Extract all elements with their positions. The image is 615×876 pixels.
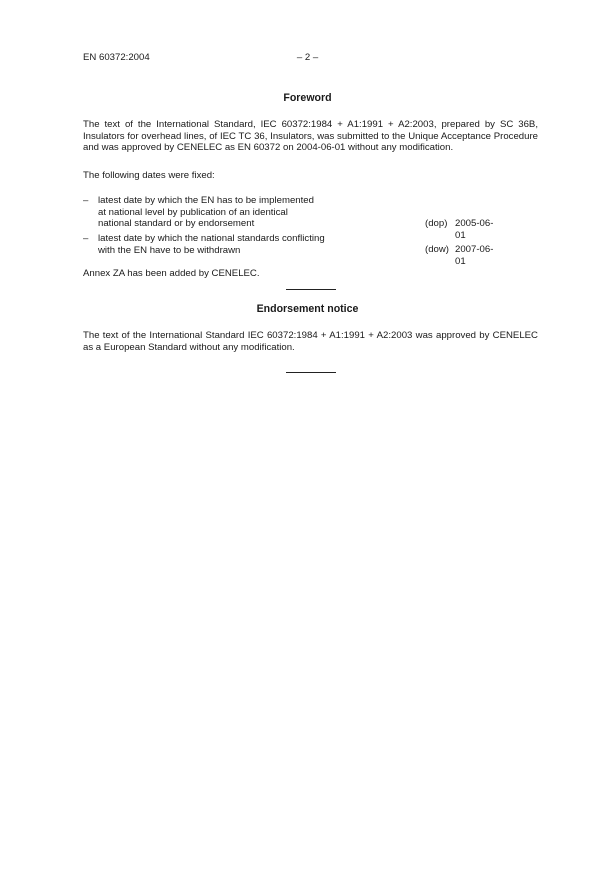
date-item-line: with the EN have to be withdrawn <box>98 244 241 256</box>
list-dash: – <box>83 233 89 244</box>
foreword-title: Foreword <box>283 92 332 104</box>
dates-intro: The following dates were fixed: <box>83 170 215 181</box>
annex-note: Annex ZA has been added by CENELEC. <box>83 268 260 279</box>
endorsement-title: Endorsement notice <box>256 303 359 315</box>
date-item-line: national standard or by endorsement <box>98 218 255 230</box>
date-value: 2005-06-01 <box>455 218 494 241</box>
section-divider <box>286 289 336 290</box>
date-code: (dow) <box>425 244 449 255</box>
date-code: (dop) <box>425 218 448 229</box>
date-item-line: latest date by which the EN has to be implemented <box>98 195 314 206</box>
foreword-intro: The text of the International Standard, IEC 60372:1984 + A1:1991 + A2:2003, prepared by SC 36B, Insulators for overhead lines, of IEC TC 36, Insulators, was submitted to the Unique Acceptance Procedure and was approved by CENELEC as EN 60372 on 2004-06-01 without any modification. <box>83 119 538 154</box>
list-dash: – <box>83 195 89 206</box>
date-item-text <box>98 233 358 256</box>
date-value: 2007-06-01 <box>455 244 494 267</box>
document-id: EN 60372:2004 <box>83 52 150 63</box>
date-item-line: latest date by which the national standards conflicting <box>98 233 325 244</box>
date-item-line: at national level by publication of an identical <box>98 206 288 218</box>
date-item-text <box>98 195 358 230</box>
page-number: – 2 – <box>296 52 319 63</box>
section-divider <box>286 372 336 373</box>
endorsement-text: The text of the International Standard IEC 60372:1984 + A1:1991 + A2:2003 was approved by CENELEC as a European Standard without any modification. <box>83 330 538 353</box>
